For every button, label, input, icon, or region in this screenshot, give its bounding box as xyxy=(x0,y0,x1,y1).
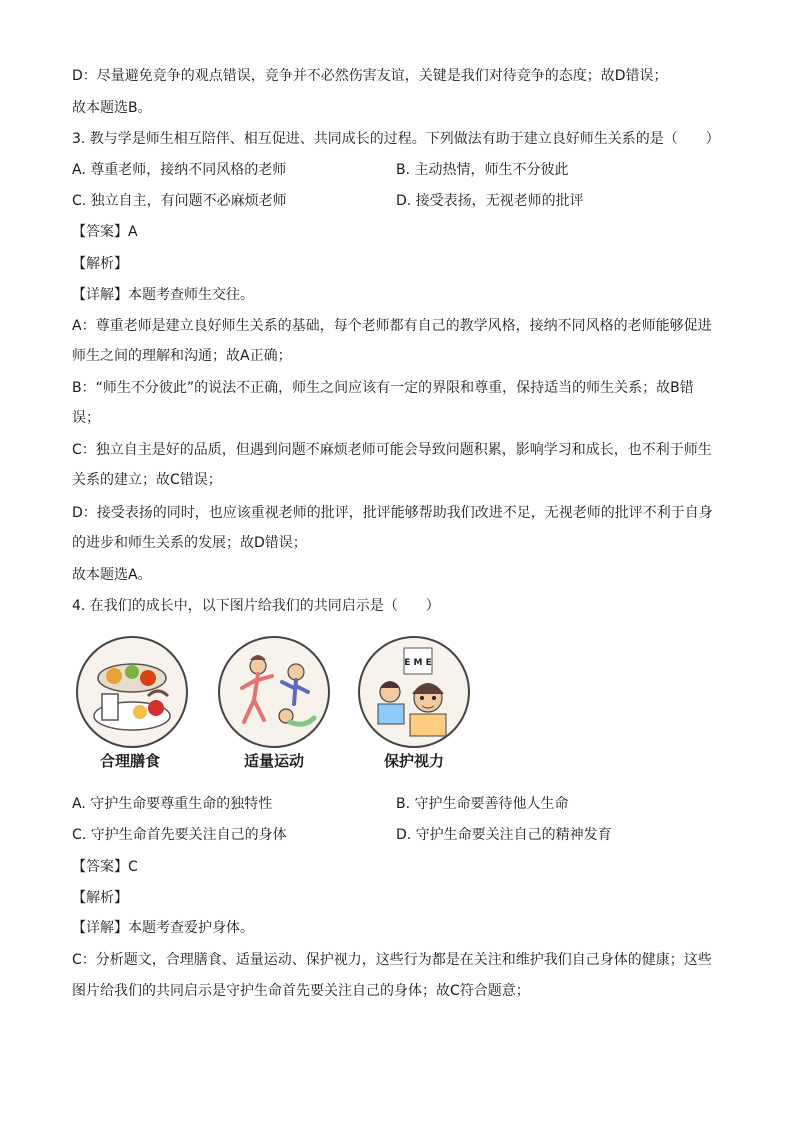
caption-eyesight: 保护视力 xyxy=(383,752,444,770)
text-line: C：独立自主是好的品质，但遇到问题不麻烦老师可能会导致问题积累，影响学习和成长，也不利于师生 xyxy=(72,442,712,458)
text-line: 故本题选A。 xyxy=(72,567,152,583)
exercise-illustration xyxy=(218,636,330,748)
q3-option-a: A. 尊重老师，接纳不同风格的老师 xyxy=(72,162,287,178)
q3-option-b: B. 主动热情，师生不分彼此 xyxy=(396,162,569,178)
q4-option-b: B. 守护生命要善待他人生命 xyxy=(396,796,569,812)
q4-option-d: D. 守护生命要关注自己的精神发育 xyxy=(396,827,612,843)
question-4: 4. 在我们的成长中，以下图片给我们的共同启示是（ ） xyxy=(72,598,440,614)
analysis-header: 【解析】 xyxy=(72,256,128,272)
food-illustration xyxy=(76,636,188,748)
question-3: 3. 教与学是师生相互陪伴、相互促进、共同成长的过程。下列做法有助于建立良好师生关系的是（ ） xyxy=(72,131,720,147)
text-line: 的进步和师生关系的发展；故D错误； xyxy=(72,535,307,551)
caption-exercise: 适量运动 xyxy=(243,752,304,770)
q3-option-c: C. 独立自主，有问题不必麻烦老师 xyxy=(72,193,287,209)
text-line: D：接受表扬的同时，也应该重视老师的批评，批评能够帮助我们改进不足，无视老师的批评不利于自身 xyxy=(72,505,713,521)
q4-option-a: A. 守护生命要尊重生命的独特性 xyxy=(72,796,273,812)
eyesight-illustration xyxy=(358,636,470,748)
answer-4: 【答案】C xyxy=(72,859,138,875)
analysis-header: 【解析】 xyxy=(72,890,128,906)
text-line: 师生之间的理解和沟通；故A正确； xyxy=(72,348,292,364)
q3-option-d: D. 接受表扬，无视老师的批评 xyxy=(396,193,584,209)
caption-diet: 合理膳食 xyxy=(99,752,160,770)
text-line: 故本题选B。 xyxy=(72,100,152,116)
detail-header: 【详解】本题考查师生交往。 xyxy=(72,287,254,303)
text-line: 图片给我们的共同启示是守护生命首先要关注自己的身体；故C符合题意； xyxy=(72,983,530,999)
detail-header: 【详解】本题考查爱护身体。 xyxy=(72,920,254,936)
text-line: D：尽量避免竞争的观点错误，竞争并不必然伤害友谊，关键是我们对待竞争的态度；故D错误； xyxy=(72,68,668,84)
q4-option-c: C. 守护生命首先要关注自己的身体 xyxy=(72,827,287,843)
text-line: 关系的建立；故C错误； xyxy=(72,472,222,488)
text-line: 误； xyxy=(72,410,100,426)
text-line: B：“师生不分彼此”的说法不正确，师生之间应该有一定的界限和尊重，保持适当的师生关系；故B错 xyxy=(72,380,694,396)
answer-3: 【答案】A xyxy=(72,224,138,240)
text-line: C：分析题文，合理膳食、适量运动、保护视力，这些行为都是在关注和维护我们自己身体的健康；这些 xyxy=(72,952,712,968)
eye-chart-letters: E M E xyxy=(404,658,432,668)
text-line: A：尊重老师是建立良好师生关系的基础，每个老师都有自己的教学风格，接纳不同风格的老师能够促进 xyxy=(72,318,712,334)
